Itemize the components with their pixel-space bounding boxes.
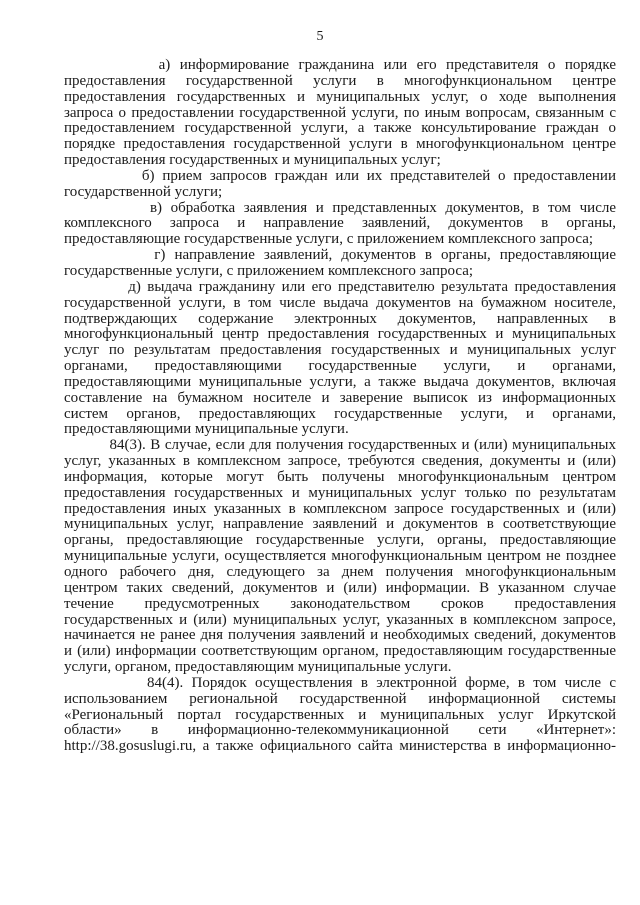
text-line: запроса о предоставлении государственной услуги, по иным вопросам, связанным с bbox=[64, 104, 616, 121]
text-line: порядке предоставления государственной услуги в многофункциональном центре bbox=[64, 136, 616, 153]
paragraph-item-84-3 bbox=[64, 438, 616, 676]
text-line: а) информирование гражданина или его представителя о порядке bbox=[64, 57, 616, 73]
text-line: использованием региональной государственной информационной системы bbox=[64, 690, 616, 707]
text-line: 84(3). В случае, если для получения государственных и (или) муниципальных bbox=[64, 437, 616, 454]
text-line: систем органов, предоставляющих государственные услуги, и органами, bbox=[64, 405, 616, 422]
text-line: предоставления государственной услуги в многофункциональном центре bbox=[64, 72, 616, 89]
text-line: государственные услуги, с приложением комплексного запроса; bbox=[64, 262, 474, 279]
text-line: муниципальных услуг, направление заявлений и документов в соответствующие bbox=[64, 516, 616, 533]
text-line: г) направление заявлений, документов в органы, предоставляющие bbox=[64, 247, 616, 264]
text-line: услуг по результатам предоставления государственных и муниципальных услуг bbox=[64, 342, 616, 359]
paragraph-item-a bbox=[64, 58, 616, 169]
paragraph-item-v bbox=[64, 201, 616, 249]
text-line: предоставляющими муниципальные услуги. bbox=[64, 421, 349, 438]
text-line: «Региональный портал государственных и муниципальных услуг Иркутской bbox=[64, 706, 616, 723]
paragraph-item-d bbox=[64, 280, 616, 438]
text-line: услуг, указанных в комплексном запросе, требуются сведения, документы и (или) bbox=[64, 453, 616, 470]
text-line: предоставления государственных и муниципальных услуг, о ходе выполнения bbox=[64, 88, 616, 105]
text-line: государственной услуги; bbox=[64, 183, 223, 200]
text-line: предоставления государственных и муниципальных услуг только по результатам bbox=[64, 484, 616, 501]
text-line: д) выдача гражданину или его представителю результата предоставления bbox=[64, 278, 616, 295]
text-line: предоставления государственных и муниципальных услуг; bbox=[64, 152, 441, 169]
text-line: органы, предоставляющие государственные услуги, органы, предоставляющие bbox=[64, 532, 616, 549]
text-line: и (или) информации соответствующим органом, предоставляющим государственные bbox=[64, 643, 616, 660]
paragraph-item-b bbox=[64, 169, 616, 201]
paragraph-item-84-4 bbox=[64, 676, 616, 755]
text-line: услуги, органом, предоставляющим муниципальные услуги. bbox=[64, 659, 452, 676]
text-line: начинается не ранее дня получения заявлений и необходимых сведений, документов bbox=[64, 627, 616, 644]
text-line: комплексного запроса и направление заявлений, документов в органы, bbox=[64, 215, 616, 232]
text-line: предоставления иных указанных в комплексном запросе государственных и (или) bbox=[64, 500, 616, 517]
text-line: б) прием запросов граждан или их представителей о предоставлении bbox=[64, 167, 616, 184]
text-line: центром таких сведений, документов и (или) информации. В указанном случае bbox=[64, 579, 616, 596]
text-line: предоставляющие государственные услуги, с приложением комплексного запроса; bbox=[64, 231, 594, 248]
page-number: 5 bbox=[316, 29, 324, 44]
text-line: составление на бумажном носителе и заверение выписок из информационных bbox=[64, 389, 616, 406]
text-line: муниципальные услуги, осуществляется многофункциональным центром не позднее bbox=[64, 548, 616, 565]
paragraph-item-g bbox=[64, 248, 616, 280]
text-line: информация, которые могут быть получены многофункциональным центром bbox=[64, 468, 616, 485]
document-body bbox=[64, 58, 616, 755]
text-line: государственной услуги, в том числе выдача документов на бумажном носителе, bbox=[64, 294, 616, 311]
text-line: многофункциональный центр предоставления государственных и муниципальных bbox=[64, 326, 616, 343]
text-line: органами, предоставляющими государственные услуги, и органами, bbox=[64, 358, 616, 375]
text-line: предоставляющими муниципальные услуги, а также выдача документов, включая bbox=[64, 373, 616, 390]
text-line: предоставлением государственной услуги, а также консультирование граждан о bbox=[64, 120, 616, 137]
text-line: http://38.gosuslugi.ru, а также официального сайта министерства в информационно- bbox=[64, 738, 616, 755]
text-line: 84(4). Порядок осуществления в электронной форме, в том числе с bbox=[64, 674, 616, 691]
text-line: в) обработка заявления и представленных документов, в том числе bbox=[64, 199, 616, 216]
text-line: одного рабочего дня, следующего за днем получения многофункциональным bbox=[64, 564, 616, 580]
text-line: подтверждающих содержание электронных документов, направленных в bbox=[64, 310, 616, 327]
text-line: государственных и (или) муниципальных услуг, указанных в комплексном запросе, bbox=[64, 611, 616, 628]
text-line: области» в информационно-телекоммуникационной сети «Интернет»: bbox=[64, 722, 616, 739]
text-line: течение предусмотренных законодательством сроков предоставления bbox=[64, 595, 616, 612]
